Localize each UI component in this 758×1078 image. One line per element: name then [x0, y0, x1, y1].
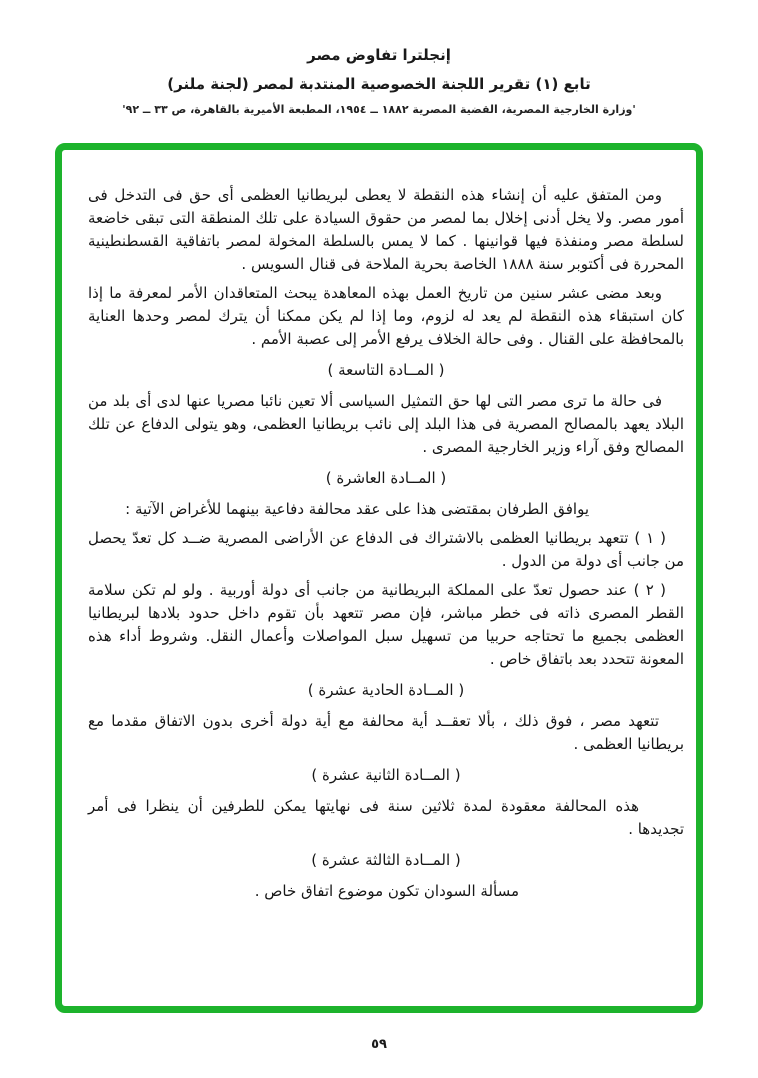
numbered-clause-2: ( ٢ ) عند حصول تعدّ على المملكة البريطانية من جانب أى دولة أوربية . ولو لم تكن سلامة القطر المصرى ذاته فى خطر مباشر، فإن مصر تتعهد بأن تقوم داخل حدود بلادها لبريطانيا العظمى بجميع ما تحتاجه حربيا من تسهيل سبل المواصلات وأعمال النقل. وشروط أداء هذه المعونة تتحدد بعد باتفاق خاص . [88, 581, 684, 668]
paragraph-article-thirteen-body: مسألة السودان تكون موضوع اتفاق خاص . [254, 882, 519, 900]
article-heading-thirteenth: ( المــادة الثالثة عشرة ) [311, 851, 461, 869]
document-footer [0, 1033, 758, 1052]
green-border-frame [55, 143, 703, 1013]
article-heading-tenth: ( المــادة العاشرة ) [325, 469, 447, 487]
document-header [0, 46, 758, 116]
document-title: إنجلترا تفاوض مصر [307, 46, 451, 64]
article-heading-eleventh: ( المــادة الحادية عشرة ) [307, 681, 465, 699]
paragraph-intro-point: ومن المتفق عليه أن إنشاء هذه النقطة لا يعطى لبريطانيا العظمى أى حق فى التدخل فى أمور مصر. ولا يخل أدنى إخلال بما لمصر من حقوق السيادة على تلك المنطقة التى تبقى خاضعة لسلطة مصر ومنفذة فيها قوانينها . كما لا يمس بالسلطة المخولة لمصر باتفاقية القسطنطينية المحررة فى أكتوبر سنة ١٨٨٨ الخاصة بحرية الملاحة فى قنال السويس . [88, 186, 684, 273]
page-number: ٥٩ [371, 1037, 387, 1052]
article-heading-ninth: ( المــادة التاسعة ) [327, 361, 445, 379]
document-subtitle: تابع (١) تقرير اللجنة الخصوصية المنتدبة لمصر (لجنة ملنر) [167, 75, 591, 93]
paragraph-article-nine-body: فى حالة ما ترى مصر التى لها حق التمثيل السياسى ألا تعين نائبا مصريا عنها لدى أى بلد من البلاد يعهد بالمصالح المصرية فى هذا البلد إلى نائب بريطانيا العظمى، وهو يتولى الدفاع عن تلك المصالح وفق آراء وزير الخارجية المصرى . [88, 392, 684, 456]
paragraph-article-twelve-body: هذه المحالفة معقودة لمدة ثلاثين سنة فى نهايتها يمكن للطرفين أن ينظرا فى أمر تجديدها . [88, 797, 684, 838]
paragraph-article-eleven-body: تتعهد مصر ، فوق ذلك ، بألا تعقــد أية محالفة مع أية دولة أخرى بدون الاتفاق مقدما مع بريطانيا العظمى . [88, 712, 684, 753]
paragraph-ten-years-review: وبعد مضى عشر سنين من تاريخ العمل بهذه المعاهدة يبحث المتعاقدان الأمر لمعرفة ما إذا كان استبقاء هذه النقطة لم يعد له لزوم، وما إذا لم يكن ممكنا أن يترك لمصر وحدها العناية بالمحافظة على القنال . وفى حالة الخلاف يرفع الأمر إلى عصبة الأمم . [88, 284, 684, 348]
article-heading-twelfth: ( المــادة الثانية عشرة ) [311, 766, 461, 784]
paragraph-alliance-purposes: يوافق الطرفان بمقتضى هذا على عقد محالفة دفاعية بينهما للأغراض الآتية : [125, 500, 589, 518]
source-citation: 'وزارة الخارجية المصرية، القضية المصرية ١٨٨٢ ــ ١٩٥٤، المطبعة الأميرية بالقاهرة، ص ٣٣ ــ ٩٢' [122, 103, 636, 116]
document-body [88, 184, 684, 909]
numbered-clause-1: ( ١ ) تتعهد بريطانيا العظمى بالاشتراك فى الدفاع عن الأراضى المصرية ضــد كل تعدّ يحصل من جانب أى دولة من الدول . [88, 529, 684, 570]
